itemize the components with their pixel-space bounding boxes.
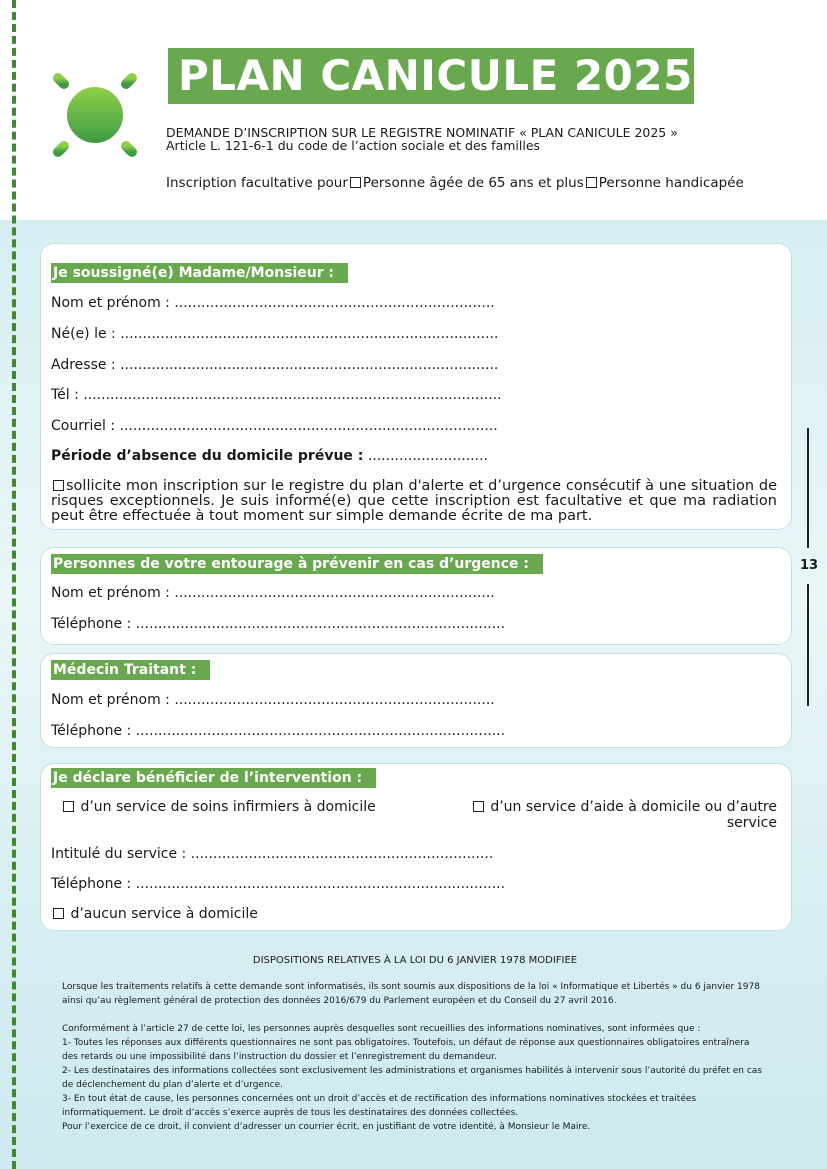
section-doctor bbox=[40, 653, 792, 748]
option-home-help[interactable] bbox=[451, 799, 777, 831]
section-heading: Personnes de votre entourage à prévenir en cas d’urgence : bbox=[51, 554, 543, 574]
doctor-name-field[interactable]: Nom et prénom : ........................................................................ bbox=[51, 692, 495, 708]
checkbox-nursing[interactable] bbox=[63, 801, 74, 812]
checkbox-home-help[interactable] bbox=[473, 801, 484, 812]
option-disabled-label: Personne handicapée bbox=[598, 175, 744, 191]
option-elderly-label: Personne âgée de 65 ans et plus bbox=[362, 175, 584, 191]
legal-paragraph: Lorsque les traitements relatifs à cette demande sont informatisés, ils sont soumis aux dispositions de la loi « Informatique et Libertés » du 6 janvier 1978 ainsi qu’au règlement général de protection des données 2016/679 du Parlement européen et du Conseil du 27 avril 2016. bbox=[62, 982, 760, 1006]
checkbox-request[interactable] bbox=[53, 480, 64, 491]
absence-dots: ........................... bbox=[363, 448, 488, 464]
legal-paragraph: 1- Toutes les réponses aux différents questionnaires ne sont pas obligatoires. Toutefois, un défaut de réponse aux questionnaires obligatoires entraînera des retards ou une impossibilité dans l’instruction du dossier et l’enregistrement du demandeur. bbox=[62, 1038, 750, 1062]
form-subtitle bbox=[166, 126, 678, 152]
absence-field[interactable] bbox=[51, 448, 488, 464]
section-heading: Je soussigné(e) Madame/Monsieur : bbox=[51, 263, 348, 283]
name-field[interactable]: Nom et prénom : ........................................................................ bbox=[51, 295, 495, 311]
page-marker-line bbox=[807, 428, 809, 548]
legal-paragraph: Pour l’exercice de ce droit, il convient d’adresser un courrier écrit, en justifiant de votre identité, à Monsieur le Maire. bbox=[62, 1122, 591, 1132]
legal-reference: Article L. 121-6-1 du code de l’action sociale et des familles bbox=[166, 138, 541, 153]
page-number: 13 bbox=[800, 558, 819, 573]
contact-phone-field[interactable]: Téléphone : ................................................................................... bbox=[51, 616, 506, 632]
subtitle-line: DEMANDE D’INSCRIPTION SUR LE REGISTRE NOMINATIF « PLAN CANICULE 2025 » bbox=[166, 125, 678, 140]
page-title: PLAN CANICULE 2025 bbox=[168, 48, 694, 104]
doctor-phone-field[interactable]: Téléphone : ................................................................................... bbox=[51, 723, 506, 739]
option-home-help-label: d’un service d’aide à domicile ou d’autre service bbox=[490, 799, 777, 831]
checkbox-elderly[interactable] bbox=[350, 177, 361, 188]
contact-name-field[interactable]: Nom et prénom : ........................................................................ bbox=[51, 585, 495, 601]
sun-icon bbox=[38, 58, 156, 176]
service-phone-field[interactable]: Téléphone : ................................................................................... bbox=[51, 876, 506, 892]
absence-label: Période d’absence du domicile prévue : bbox=[51, 448, 364, 464]
request-text: sollicite mon inscription sur le registre du plan d'alerte et d’urgence consécutif à une situation de risques exceptionnels. Je suis informé(e) que cette inscription est facultative et que ma radiation peut être effectuée à tout moment sur simple demande écrite de ma part. bbox=[51, 478, 777, 524]
option-nursing[interactable] bbox=[61, 799, 376, 815]
checkbox-no-service[interactable] bbox=[53, 908, 64, 919]
option-intro: Inscription facultative pour bbox=[166, 175, 348, 191]
legal-paragraph: Conformément à l’article 27 de cette loi, les personnes auprès desquelles sont recueillies des informations nominatives, sont informées que : bbox=[62, 1024, 701, 1034]
phone-field[interactable]: Tél : .............................................................................................. bbox=[51, 387, 502, 403]
section-services bbox=[40, 763, 792, 931]
request-statement bbox=[51, 479, 777, 524]
legal-paragraph: 3- En tout état de cause, les personnes concernées ont un droit d’accès et de rectification des informations nominatives stockées et traitées informatiquement. Le droit d’accès s’exerce auprès de tous les destinataires des données collectées. bbox=[62, 1094, 697, 1118]
section-heading: Je déclare bénéficier de l’intervention : bbox=[51, 768, 376, 788]
legal-title: DISPOSITIONS RELATIVES À LA LOI DU 6 JANVIER 1978 MODIFIEE bbox=[252, 955, 578, 966]
section-emergency-contact bbox=[40, 547, 792, 645]
page-marker-line bbox=[807, 584, 809, 706]
section-heading: Médecin Traitant : bbox=[51, 660, 210, 680]
option-no-service[interactable] bbox=[51, 906, 258, 922]
service-name-field[interactable]: Intitulé du service : .................................................................... bbox=[51, 846, 494, 862]
cut-line bbox=[12, 0, 16, 1169]
birthdate-field[interactable]: Né(e) le : ..................................................................................... bbox=[51, 326, 499, 342]
section-applicant bbox=[40, 243, 792, 530]
legal-paragraph: 2- Les destinataires des informations collectées sont exclusivement les administrations et organismes habilités à intervenir sous l’autorité du préfet en cas de déclenchement du plan d’alerte et d’urgence. bbox=[62, 1066, 762, 1090]
checkbox-disabled[interactable] bbox=[586, 177, 597, 188]
email-field[interactable]: Courriel : ..................................................................................... bbox=[51, 418, 498, 434]
registration-options bbox=[166, 175, 744, 191]
address-field[interactable]: Adresse : ..................................................................................... bbox=[51, 357, 499, 373]
option-nursing-label: d’un service de soins infirmiers à domicile bbox=[80, 799, 376, 815]
option-no-service-label: d’aucun service à domicile bbox=[70, 906, 258, 922]
